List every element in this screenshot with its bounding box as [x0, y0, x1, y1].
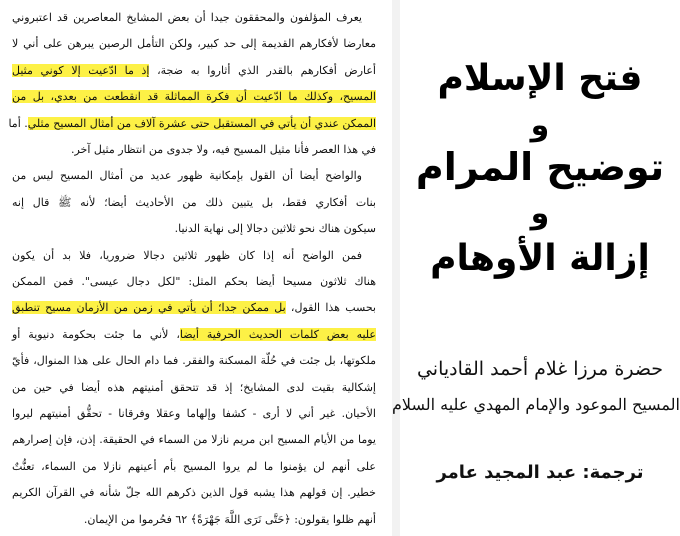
- text-segment: يعرف المؤلفون والمحققون جيدا أن بعض المشايخ المعاصرين قد اعتبروني: [12, 11, 362, 24]
- author-title: المسيح الموعود والإمام المهدي عليه السلام: [391, 395, 680, 414]
- text-line: [12, 217, 376, 241]
- text-line: [12, 164, 376, 188]
- text-segment: ملكوتها، بل جئت في حُلّة المسكنة والفقر. فما دام الحال على هذا المنوال، فأيّ: [12, 354, 376, 368]
- title-line-1: فتح الإسلام: [437, 58, 643, 99]
- text-line: [12, 428, 376, 452]
- title-line-3: إزالة الأوهام: [430, 238, 650, 279]
- text-segment: أعارض أفكارهم بالقدر الذي أثاروا به ضجة،: [149, 63, 376, 77]
- title-page: [391, 0, 680, 536]
- text-segment: ، لأني ما جئت بحكومة دنيوية أو: [12, 327, 180, 341]
- text-segment: يوما من الأيام المسيح ابن مريم نازلا من السماء في الحقيقة. إذن، فإن إصرارهم: [12, 433, 376, 447]
- text-segment: إشكالية بقيت لدى المشايخ؛ إذ قد تتحقق أمنيتهم هذه أيضا في حين من: [12, 380, 376, 394]
- text-segment: أنهم ظلوا يقولون: ﴿حَتَّى نَرَى اللَّهَ جَهْرَةً﴾ ٦٢ فحُرموا من الإيمان.: [83, 512, 376, 526]
- text-line: [12, 270, 376, 294]
- title-conjunction-1: و: [530, 108, 550, 143]
- text-segment: سيكون هناك نحو ثلاثين دجالا إلى نهاية الدنيا.: [174, 222, 376, 236]
- highlighted-text: إذ ما ادّعيت إلا كوني مثيل: [12, 63, 150, 77]
- text-line: [12, 85, 376, 109]
- text-segment: . أما: [8, 116, 28, 130]
- text-segment: الأحيان. غير أني لا أرى - كشفا وإلهاما وعقلا وفرقانا - تحقُّق أمنيتهم ليروا: [12, 407, 376, 420]
- translator-credit: ترجمة: عبد المجيد عامر: [436, 462, 644, 483]
- text-line: [12, 455, 376, 479]
- text-line: [12, 296, 376, 320]
- page-gutter: [392, 0, 400, 536]
- text-segment: في هذا العصر فأنا مثيل المسيح فيه، ولا جدوى من انتظار مثيل آخر.: [70, 143, 376, 156]
- text-segment: خطير. إن قولهم هذا يشبه قول الذين ذكرهم الله جلّ شأنه في القرآن الكريم: [12, 486, 376, 500]
- highlighted-text: الممكن عندي أن يأتي في المستقبل حتى عشرة آلاف من أمثال المسيح مثلي: [27, 116, 376, 130]
- text-line: [12, 59, 376, 83]
- title-line-2: توضيح المرام: [415, 145, 665, 189]
- text-line: [12, 349, 376, 373]
- text-line: [12, 481, 376, 505]
- text-segment: بنات أفكاري فقط، بل يتبين ذلك من الأحاديث أيضا؛ لأنه ﷺ قال إنه: [12, 195, 376, 209]
- author-name: حضرة مرزا غلام أحمد القادياني: [416, 358, 664, 380]
- text-line: [12, 32, 376, 56]
- highlighted-text: عليه بعض كلمات الحديث الحرفية أيضا: [179, 327, 376, 341]
- text-line: [8, 112, 376, 136]
- text-segment: معارضا لأفكارهم القديمة إلى حد كبير، ولكن التأمل الرصين يبرهن على أني لا: [12, 37, 376, 51]
- text-line: [12, 191, 376, 215]
- text-line: [12, 244, 376, 268]
- text-line: [12, 402, 376, 426]
- text-line: [12, 323, 376, 347]
- highlighted-text: بل ممكن جدا؛ أن يأتي في زمن من الأزمان مسيح تنطبق: [12, 301, 286, 315]
- text-segment: على أنهم لن يؤمنوا ما لم يروا المسيح بأم أعينهم نازلا من السماء، تعنُّتٌ: [12, 459, 376, 473]
- text-segment: هناك ثلاثون مسيحا أيضا بحكم المثل: "لكل دجال عيسى". فمن الممكن: [12, 275, 376, 288]
- title-conjunction-2: و: [530, 196, 550, 231]
- text-segment: بحسب هذا القول،: [285, 301, 376, 315]
- text-line: [12, 376, 376, 400]
- highlighted-text: المسيح، وكذلك ما ادّعيت أن فكرة المماثلة قد انقطعت من بعدي، بل من: [12, 90, 376, 104]
- text-line: [12, 508, 376, 532]
- text-segment: فمن الواضح أنه إذا كان ظهور ثلاثين دجالا ضروريا، فلا بد أن يكون: [12, 248, 362, 262]
- text-line: [12, 138, 376, 162]
- text-line: [12, 6, 376, 30]
- text-segment: والواضح أيضا أن القول بإمكانية ظهور عديد من أمثال المسيح ليس من: [12, 169, 362, 183]
